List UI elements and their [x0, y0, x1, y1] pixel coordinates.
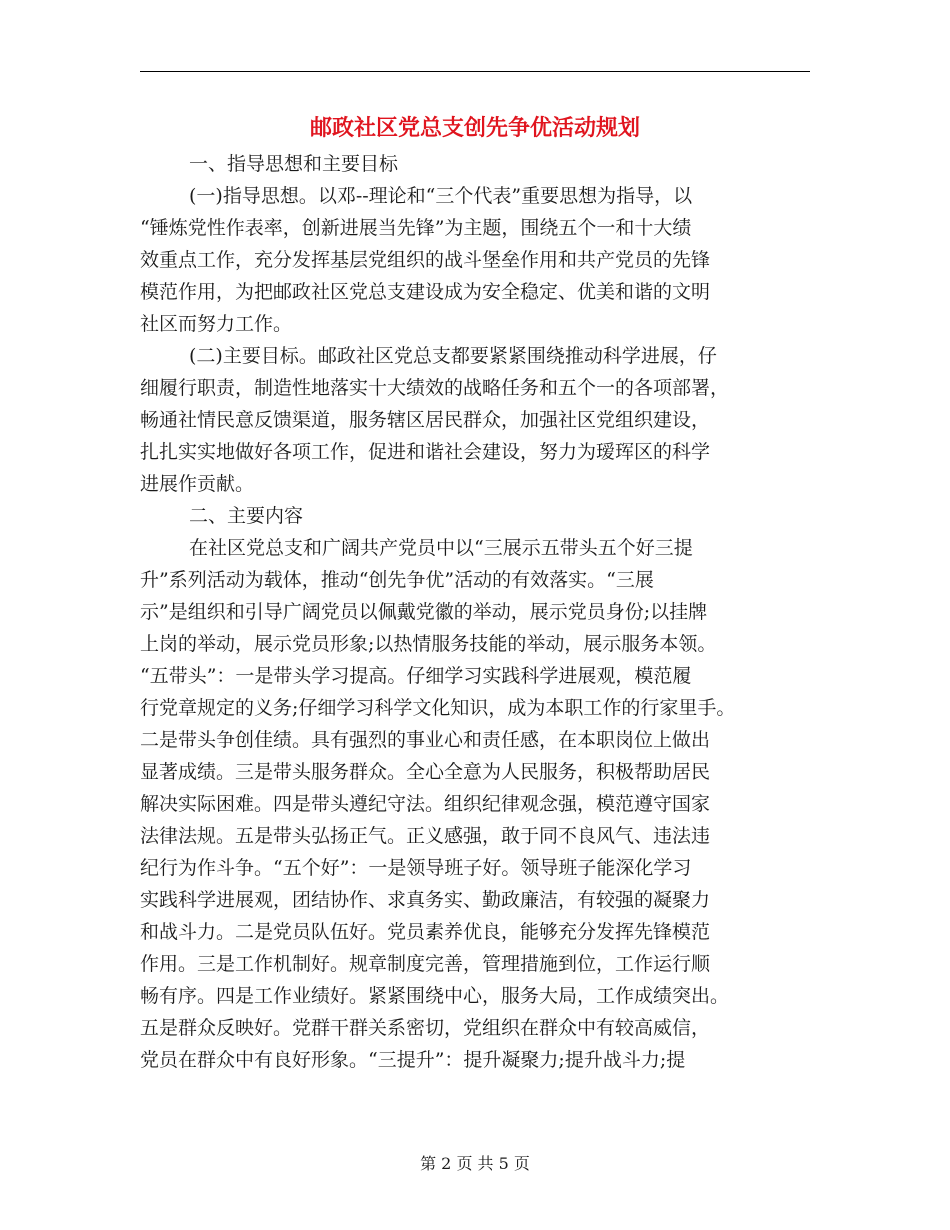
paragraph-line: 模范作用，为把邮政社区党总支建设成为安全稳定、优美和谐的文明 [140, 281, 711, 303]
paragraph-line: 进展作贡献。 [140, 473, 255, 495]
paragraph-line: 升”系列活动为载体，推动“创先争优”活动的有效落实。“三展 [140, 569, 654, 591]
paragraph-line: 二是带头争创佳绩。具有强烈的事业心和责任感，在本职岗位上做出 [140, 729, 711, 751]
paragraph-line: (一)指导思想。以邓--理论和“三个代表”重要思想为指导，以 [189, 185, 693, 207]
paragraph-line: 法律法规。五是带头弘扬正气。正义感强，敢于同不良风气、违法违 [140, 825, 711, 847]
section-heading: 一、指导思想和主要目标 [189, 153, 399, 175]
page-number: 第 2 页 共 5 页 [420, 1154, 530, 1173]
paragraph-line: 和战斗力。二是党员队伍好。党员素养优良，能够充分发挥先锋模范 [140, 921, 711, 943]
paragraph-line: 作用。三是工作机制好。规章制度完善，管理措施到位，工作运行顺 [140, 953, 711, 975]
paragraph-line: 畅通社情民意反馈渠道，服务辖区居民群众，加强社区党组织建设， [140, 409, 711, 431]
paragraph-line: 行党章规定的义务;仔细学习科学文化知识，成为本职工作的行家里手。 [140, 697, 736, 719]
paragraph-line: 显著成绩。三是带头服务群众。全心全意为人民服务，积极帮助居民 [140, 761, 711, 783]
header-rule [140, 71, 810, 72]
paragraph-line: “锤炼党性作表率，创新进展当先锋”为主题，围绕五个一和十大绩 [140, 217, 692, 239]
paragraph-line: 效重点工作，充分发挥基层党组织的战斗堡垒作用和共产党员的先锋 [140, 249, 711, 271]
paragraph-line: 畅有序。四是工作业绩好。紧紧围绕中心，服务大局，工作成绩突出。 [140, 985, 730, 1007]
paragraph-line: 社区而努力工作。 [140, 313, 293, 335]
paragraph-line: 示”是组织和引导广阔党员以佩戴党徽的举动，展示党员身份;以挂牌 [140, 601, 708, 623]
paragraph-line: 实践科学进展观，团结协作、求真务实、勤政廉洁，有较强的凝聚力 [140, 889, 711, 911]
paragraph-line: 上岗的举动，展示党员形象;以热情服务技能的举动，展示服务本领。 [140, 633, 717, 655]
paragraph-line: 五是群众反映好。党群干群关系密切，党组织在群众中有较高威信， [140, 1017, 711, 1039]
document-title: 邮政社区党总支创先争优活动规划 [309, 115, 640, 141]
paragraph-line: 党员在群众中有良好形象。“三提升”：提升凝聚力;提升战斗力;提 [140, 1049, 686, 1071]
paragraph-line: “五带头”：一是带头学习提高。仔细学习实践科学进展观，模范履 [140, 665, 692, 687]
paragraph-line: 在社区党总支和广阔共产党员中以“三展示五带头五个好三提 [189, 537, 693, 559]
paragraph-line: 扎扎实实地做好各项工作，促进和谐社会建设，努力为瑷珲区的科学 [140, 441, 711, 463]
paragraph-line: 纪行为作斗争。“五个好”：一是领导班子好。领导班子能深化学习 [140, 857, 692, 879]
section-heading: 二、主要内容 [189, 505, 304, 527]
paragraph-line: 解决实际困难。四是带头遵纪守法。组织纪律观念强，模范遵守国家 [140, 793, 711, 815]
paragraph-line: 细履行职责，制造性地落实十大绩效的战略任务和五个一的各项部署， [140, 377, 730, 399]
paragraph-line: (二)主要目标。邮政社区党总支都要紧紧围绕推动科学进展，仔 [189, 345, 717, 367]
